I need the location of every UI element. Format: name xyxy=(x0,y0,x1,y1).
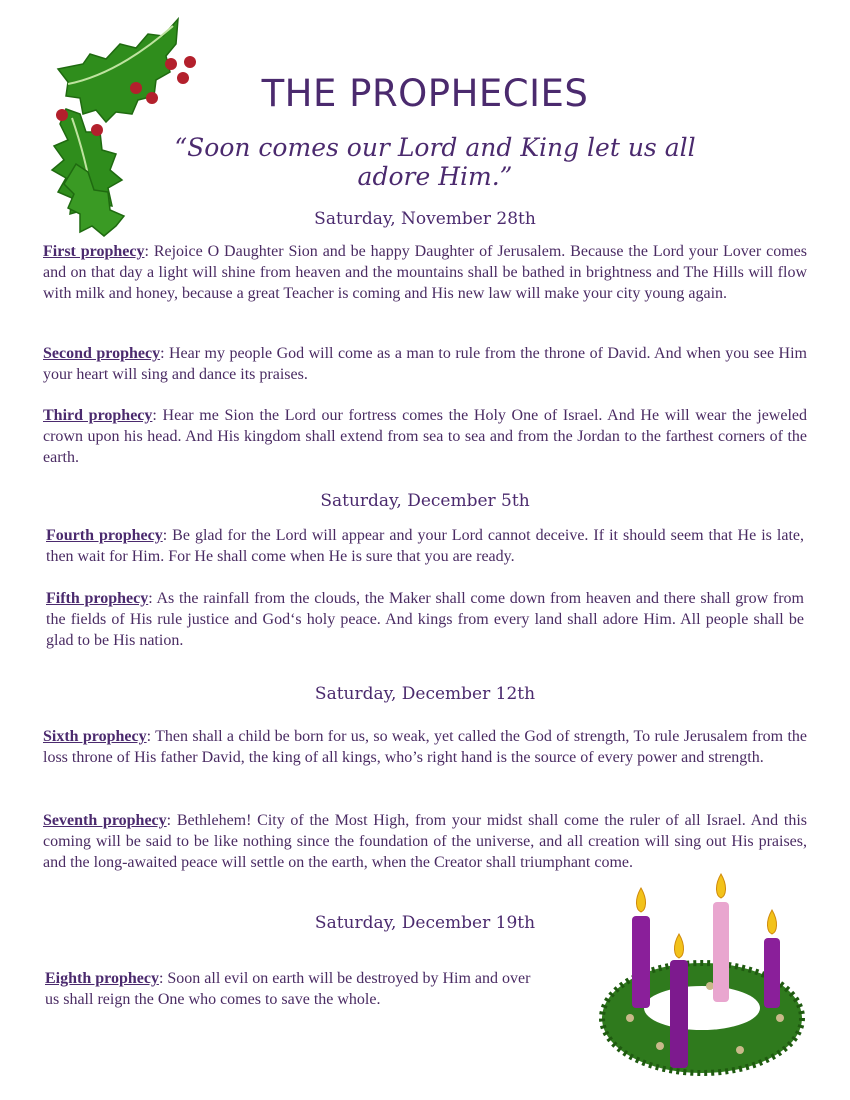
advent-wreath-illustration xyxy=(590,868,815,1088)
page-subtitle: “Soon comes our Lord and King let us all adore Him.” xyxy=(174,133,696,191)
holly-illustration xyxy=(28,14,203,239)
prophecy-text: As the rainfall from the clouds, the Maker shall come down from heaven and there shall grow from the fields of His rule justice and God‘s holy peace. And kings from every land shall adore Him. All people shall be glad to be His nation. xyxy=(46,590,805,649)
prophecy-paragraph: Third prophecy: Hear me Sion the Lord our fortress comes the Holy One of Israel. And He will wear the jeweled crown upon his head. And His kingdom shall extend from sea to sea and from the Jordan to the farthest corners of the earth. xyxy=(43,407,808,466)
prophecy-text: Rejoice O Daughter Sion and be happy Daughter of Jerusalem. Because the Lord your Lover comes and on that day a light will shine from heaven and the mountains shall be bathed in brightness and The Hills will flow with milk and honey, because a great Teacher is coming and His new law will make your city young again. xyxy=(43,243,807,302)
prophecy-label: Fifth prophecy xyxy=(46,590,149,607)
prophecy-text: Hear my people God will come as a man to rule from the throne of David. And when you see Him your heart will sing and dance its praises. xyxy=(43,345,808,383)
prophecy-text: Hear me Sion the Lord our fortress comes the Holy One of Israel. And He will wear the jeweled crown upon his head. And His kingdom shall extend from sea to sea and from the Jordan to the farthest corners of the earth. xyxy=(43,407,808,466)
prophecy-paragraph: Second prophecy: Hear my people God will come as a man to rule from the throne of David. And when you see Him your heart will sing and dance its praises. xyxy=(43,345,808,383)
section-date: Saturday, December 5th xyxy=(320,491,530,511)
prophecy-text: Soon all evil on earth will be destroyed by Him and over us shall reign the One who comes to save the whole. xyxy=(45,970,531,1008)
prophecy-paragraph: Eighth prophecy: Soon all evil on earth will be destroyed by Him and over us shall reign the One who comes to save the whole. xyxy=(45,970,531,1008)
prophecy-label: Fourth prophecy xyxy=(46,527,163,544)
candle-icon xyxy=(764,910,780,1008)
prophecy-text: Then shall a child be born for us, so weak, yet called the God of strength, To rule Jerusalem from the loss throne of His father David, the king of all kings, who’s right hand is the source of every power and strength. xyxy=(43,728,807,766)
section-date: Saturday, December 19th xyxy=(314,913,536,933)
candle-icon xyxy=(632,888,650,1008)
prophecy-label: First prophecy xyxy=(43,243,145,260)
section-date: Saturday, December 12th xyxy=(314,684,536,704)
prophecy-paragraph: Sixth prophecy: Then shall a child be born for us, so weak, yet called the God of strength, To rule Jerusalem from the loss throne of His father David, the king of all kings, who’s right hand is the source of every power and strength. xyxy=(43,728,807,766)
prophecy-label: Seventh prophecy xyxy=(43,812,167,829)
prophecy-text: Bethlehem! City of the Most High, from your midst shall come the ruler of all Israel. And this coming will be said to be like nothing since the foundation of the universe, and all creation will sing out His praises, and the long-awaited peace will settle on the earth, when the Creator shall triumphant come. xyxy=(43,812,808,871)
prophecy-label: Second prophecy xyxy=(43,345,161,362)
section-date: Saturday, November 28th xyxy=(314,209,536,229)
prophecy-label: Third prophecy xyxy=(43,407,153,424)
candle-icon xyxy=(713,874,729,1002)
prophecy-text: Be glad for the Lord will appear and your Lord cannot deceive. If it should seem that He is late, then wait for Him. For He shall come when He is sure that you are ready. xyxy=(46,527,804,565)
prophecy-paragraph: First prophecy: Rejoice O Daughter Sion and be happy Daughter of Jerusalem. Because the Lord your Lover comes and on that day a light will shine from heaven and the mountains shall be bathed in brightness and The Hills will flow with milk and honey, because a great Teacher is coming and His new law will make your city young again. xyxy=(43,243,807,302)
prophecy-label: Sixth prophecy xyxy=(43,728,147,745)
prophecy-paragraph: Seventh prophecy: Bethlehem! City of the Most High, from your midst shall come the ruler of all Israel. And this coming will be said to be like nothing since the foundation of the universe, and all creation will sing out His praises, and the long-awaited peace will settle on the earth, when the Creator shall triumphant come. xyxy=(43,812,808,871)
page-title: THE PROPHECIES xyxy=(261,72,589,115)
candle-icon xyxy=(670,934,688,1068)
prophecy-paragraph: Fourth prophecy: Be glad for the Lord will appear and your Lord cannot deceive. If it should seem that He is late, then wait for Him. For He shall come when He is sure that you are ready. xyxy=(46,527,804,565)
prophecy-label: Eighth prophecy xyxy=(45,970,159,987)
prophecy-paragraph: Fifth prophecy: As the rainfall from the clouds, the Maker shall come down from heaven and there shall grow from the fields of His rule justice and God‘s holy peace. And kings from every land shall adore Him. All people shall be glad to be His nation. xyxy=(46,590,805,649)
